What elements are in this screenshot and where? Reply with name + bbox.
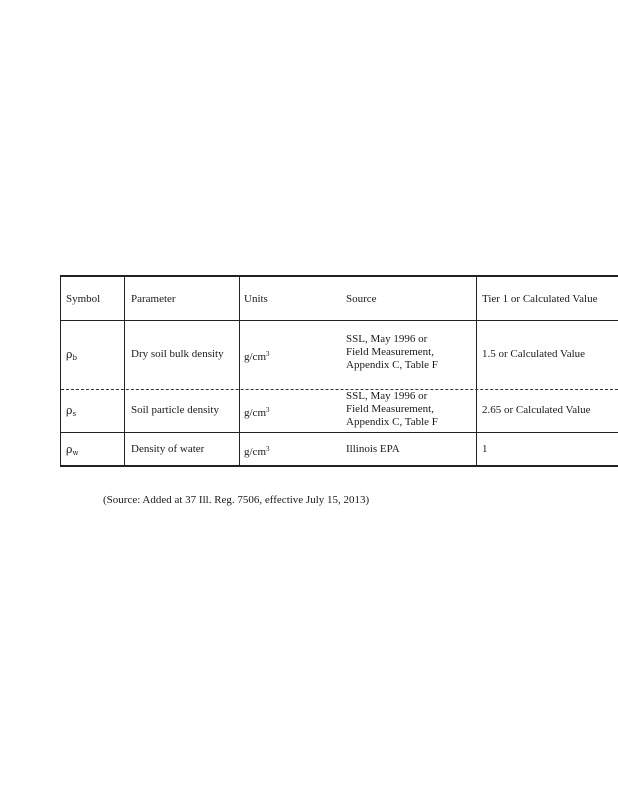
units-cell bbox=[244, 348, 270, 364]
value-cell: 1.5 or Calculated Value bbox=[482, 348, 586, 360]
source-line: Field Measurement, bbox=[346, 403, 434, 415]
table-row bbox=[61, 432, 618, 467]
parameter-cell: Dry soil bulk density bbox=[131, 348, 224, 360]
symbol-base: ρ bbox=[66, 443, 73, 456]
units-superscript: 3 bbox=[266, 445, 270, 453]
units-base: g/cm bbox=[244, 446, 266, 458]
source-line: SSL, May 1996 or bbox=[346, 390, 428, 402]
table-row bbox=[61, 389, 618, 432]
table-header-row bbox=[61, 277, 618, 320]
symbol-subscript: s bbox=[72, 410, 77, 418]
source-footnote: (Source: Added at 37 Ill. Reg. 7506, effective July 15, 2013) bbox=[103, 494, 370, 506]
source-cell bbox=[346, 390, 438, 429]
source-cell bbox=[346, 333, 438, 372]
units-cell bbox=[244, 443, 270, 459]
header-parameter: Parameter bbox=[131, 293, 176, 305]
source-line: Appendix C, Table F bbox=[346, 359, 438, 371]
parameter-table bbox=[60, 275, 618, 467]
symbol-subscript: w bbox=[72, 449, 79, 457]
value-cell: 1 bbox=[482, 443, 488, 455]
source-line: Illinois EPA bbox=[346, 443, 400, 455]
header-symbol: Symbol bbox=[66, 293, 101, 305]
parameter-cell: Soil particle density bbox=[131, 404, 219, 416]
symbol-cell bbox=[66, 348, 77, 365]
units-cell bbox=[244, 404, 270, 420]
header-units: Units bbox=[244, 293, 268, 305]
table-row bbox=[61, 320, 618, 389]
units-base: g/cm bbox=[244, 351, 266, 363]
units-superscript: 3 bbox=[266, 406, 270, 414]
parameter-cell: Density of water bbox=[131, 443, 205, 455]
symbol-base: ρ bbox=[66, 404, 73, 417]
source-line: Appendix C, Table F bbox=[346, 416, 438, 428]
symbol-cell bbox=[66, 443, 78, 460]
source-cell bbox=[346, 443, 400, 456]
symbol-subscript: b bbox=[72, 354, 77, 362]
units-superscript: 3 bbox=[266, 350, 270, 358]
units-base: g/cm bbox=[244, 407, 266, 419]
header-source: Source bbox=[346, 293, 377, 305]
value-cell: 2.65 or Calculated Value bbox=[482, 404, 591, 416]
source-line: Field Measurement, bbox=[346, 346, 434, 358]
source-line: SSL, May 1996 or bbox=[346, 333, 428, 345]
symbol-cell bbox=[66, 404, 76, 421]
header-value: Tier 1 or Calculated Value bbox=[482, 293, 598, 305]
symbol-base: ρ bbox=[66, 348, 73, 361]
